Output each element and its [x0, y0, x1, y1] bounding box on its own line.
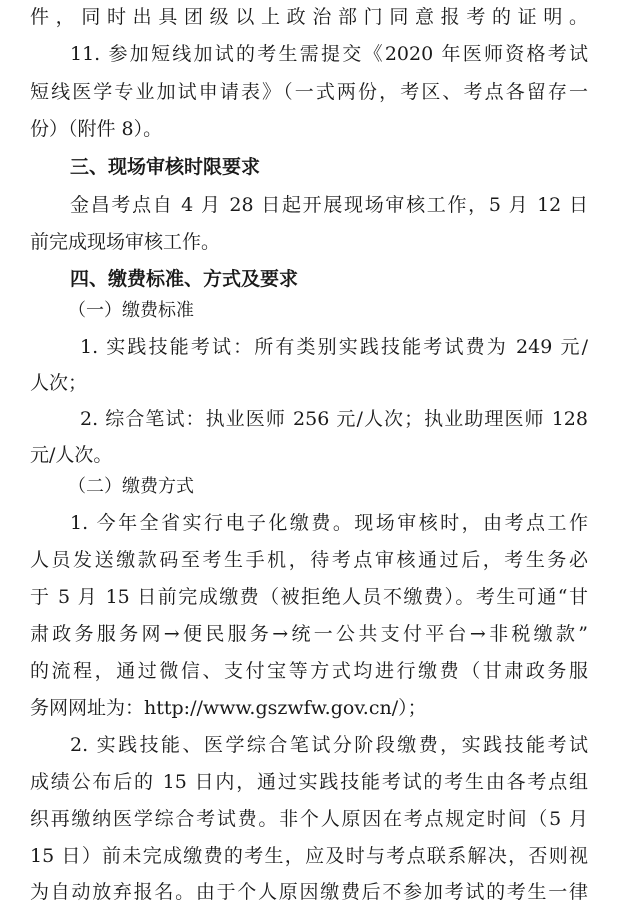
text-line-10: 1. 实践技能考试：所有类别实践技能考试费为 249 元/ [80, 336, 588, 358]
text-line-2: 11. 参加短线加试的考生需提交《2020 年医师资格考试 [70, 43, 588, 65]
text-line-11: 人次； [30, 372, 88, 394]
text-line-16: 人员发送缴款码至考生手机，待考点审核通过后，考生务必 [30, 549, 588, 571]
text-line-13: 元/人次。 [30, 444, 113, 466]
text-line-20: 务网网址为：http://www.gszwfw.gov.cn/）； [30, 697, 427, 719]
text-line-17: 于 5 月 15 日前完成缴费（被拒绝人员不缴费）。考生可通“甘 [30, 586, 588, 608]
text-line-3: 短线医学专业加试申请表》（一式两份，考区、考点各留存一 [30, 81, 588, 103]
text-line-15: 1. 今年全省实行电子化缴费。现场审核时，由考点工作 [70, 512, 588, 534]
text-line-24: 15 日）前未完成缴费的考生，应及时与考点联系解决，否则视 [30, 845, 588, 867]
section-heading-4: 四、缴费标准、方式及要求 [70, 268, 299, 290]
text-line-22: 成绩公布后的 15 日内，通过实践技能考试的考生由各考点组 [30, 771, 588, 793]
text-line-18: 肃政务服务网→便民服务→统一公共支付平台→非税缴款” [30, 623, 588, 645]
text-line-25: 为自动放弃报名。由于个人原因缴费后不参加考试的考生一律 [30, 881, 588, 903]
subsection-heading-fee-method: （二）缴费方式 [68, 476, 194, 497]
text-line-21: 2. 实践技能、医学综合笔试分阶段缴费，实践技能考试 [70, 734, 588, 756]
text-line-7: 前完成现场审核工作。 [30, 231, 221, 253]
text-line-6: 金昌考点自 4 月 28 日起开展现场审核工作，5 月 12 日 [70, 194, 588, 216]
subsection-heading-fee-standard: （一）缴费标准 [68, 300, 194, 321]
text-line-19: 的流程，通过微信、支付宝等方式均进行缴费（甘肃政务服 [30, 660, 588, 682]
text-line-4: 份）（附件 8）。 [30, 118, 163, 140]
text-line-23: 织再缴纳医学综合考试费。非个人原因在考点规定时间（5 月 [30, 808, 588, 830]
section-heading-3: 三、现场审核时限要求 [70, 156, 261, 178]
text-line-12: 2. 综合笔试：执业医师 256 元/人次；执业助理医师 128 [80, 408, 588, 430]
text-line-1: 件，同时出具团级以上政治部门同意报考的证明。 [30, 6, 588, 28]
